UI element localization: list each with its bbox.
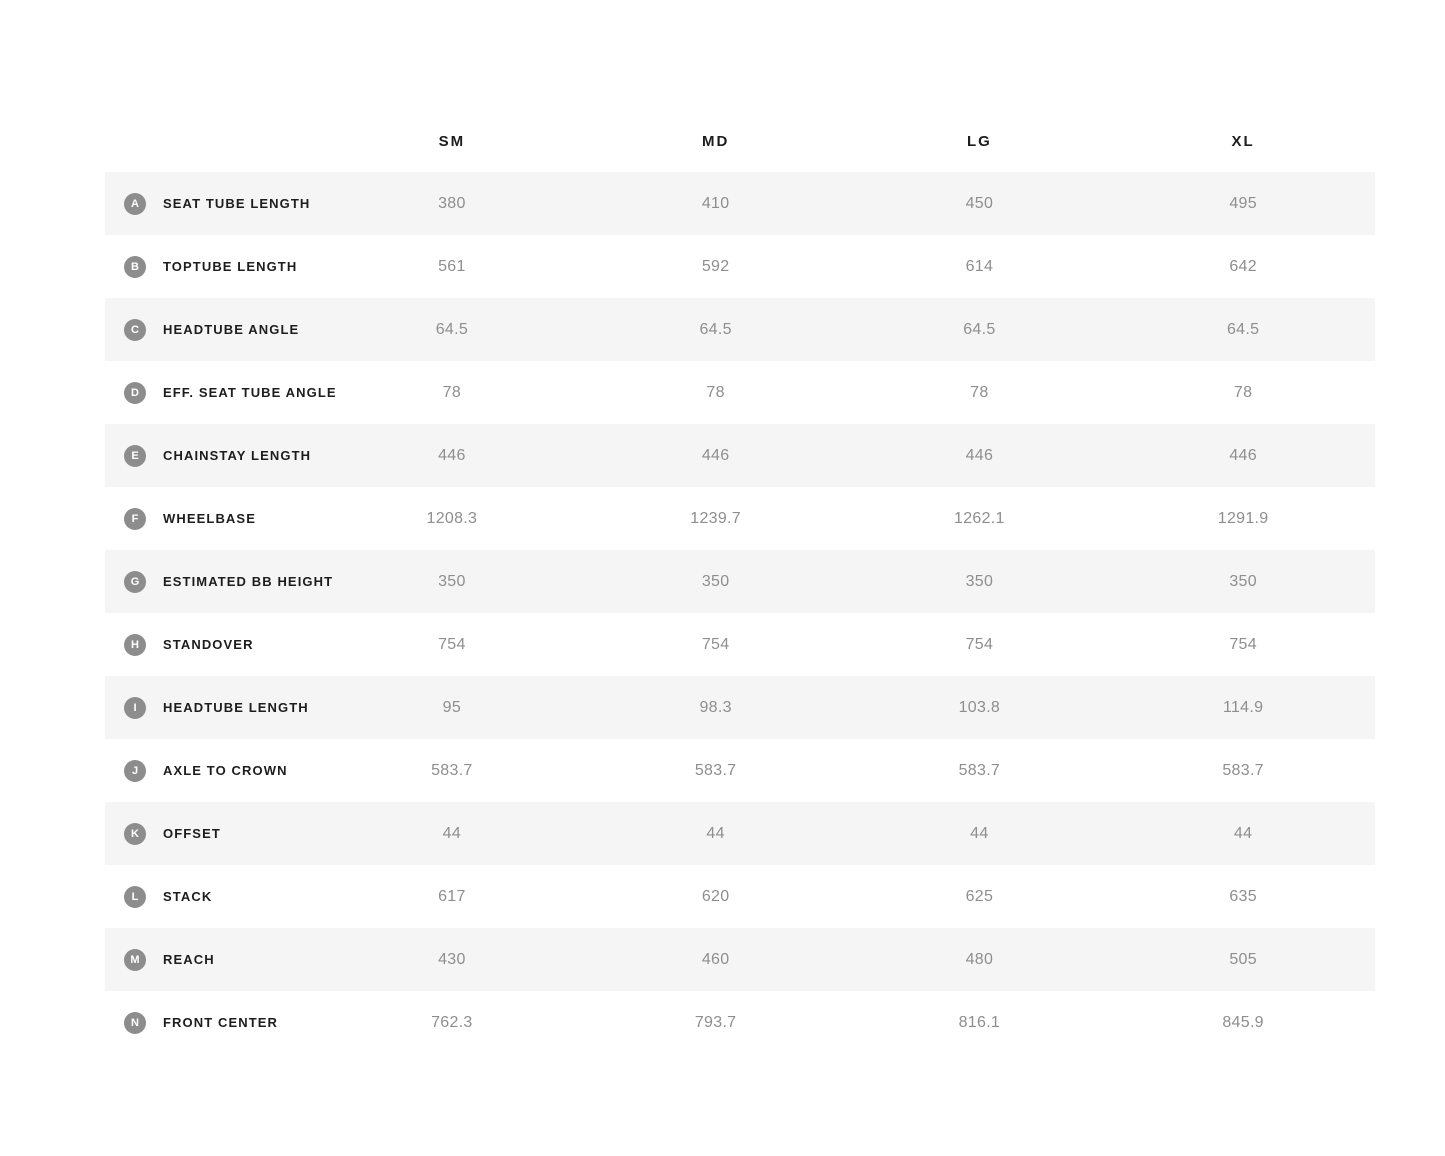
measurement-label: AXLE TO CROWN (163, 763, 288, 778)
row-letter-badge: H (124, 634, 146, 656)
measurement-label: STACK (163, 889, 213, 904)
row-letter-badge: C (124, 319, 146, 341)
value-md: 350 (701, 572, 730, 590)
table-row (105, 613, 1375, 676)
row-letter-badge: E (124, 445, 146, 467)
value-xl: 505 (1229, 950, 1257, 968)
measurement-label-cell (105, 382, 337, 404)
table-row (105, 172, 1375, 235)
row-letter-badge: L (124, 886, 146, 908)
value-xl: 495 (1229, 194, 1257, 212)
value-lg: 614 (965, 257, 994, 275)
row-letter-badge: I (124, 697, 146, 719)
measurement-label-cell (105, 193, 320, 215)
value-sm: 430 (438, 950, 466, 968)
table-row (105, 739, 1375, 802)
value-lg: 64.5 (963, 320, 996, 338)
value-xl: 635 (1229, 887, 1257, 905)
row-letter-badge: J (124, 760, 146, 782)
value-sm: 64.5 (435, 320, 469, 338)
value-xl: 845.9 (1222, 1013, 1264, 1031)
measurement-label-cell (105, 508, 320, 530)
value-lg: 754 (965, 635, 994, 653)
table-row (105, 550, 1375, 613)
table-row (105, 361, 1375, 424)
row-letter-badge: K (124, 823, 146, 845)
row-letter-badge: G (124, 571, 146, 593)
value-xl: 64.5 (1226, 320, 1260, 338)
measurement-label-cell (105, 949, 320, 971)
measurement-label: CHAINSTAY LENGTH (163, 448, 312, 463)
measurement-label: SEAT TUBE LENGTH (163, 196, 311, 211)
value-md: 446 (701, 446, 730, 464)
value-lg: 350 (965, 572, 994, 590)
size-column-md: MD (701, 132, 730, 150)
value-md: 98.3 (699, 698, 732, 716)
row-letter-badge: N (124, 1012, 146, 1034)
table-row (105, 928, 1375, 991)
value-sm: 583.7 (431, 761, 473, 779)
value-sm: 762.3 (431, 1013, 473, 1031)
geometry-table-body (105, 172, 1375, 1054)
value-sm: 1208.3 (426, 509, 478, 527)
value-sm: 561 (438, 257, 466, 275)
value-sm: 78 (442, 383, 462, 401)
value-md: 620 (701, 887, 730, 905)
value-lg: 583.7 (958, 761, 1001, 779)
measurement-label: STANDOVER (163, 637, 254, 652)
measurement-label-cell (105, 571, 334, 593)
row-letter-badge: D (124, 382, 146, 404)
geometry-table (105, 110, 1375, 1054)
measurement-label: TOPTUBE LENGTH (163, 259, 298, 274)
value-xl: 78 (1233, 383, 1253, 401)
table-row (105, 487, 1375, 550)
value-md: 64.5 (699, 320, 732, 338)
row-letter-badge: M (124, 949, 146, 971)
row-letter-badge: F (124, 508, 146, 530)
value-lg: 446 (965, 446, 994, 464)
table-row (105, 676, 1375, 739)
value-sm: 95 (442, 698, 462, 716)
value-xl: 642 (1229, 257, 1257, 275)
measurement-label: EFF. SEAT TUBE ANGLE (163, 385, 337, 400)
value-lg: 44 (970, 824, 989, 842)
measurement-label: HEADTUBE LENGTH (163, 700, 309, 715)
value-md: 1239.7 (690, 509, 741, 527)
value-xl: 446 (1229, 446, 1257, 464)
measurement-label-cell (105, 319, 320, 341)
row-letter-badge: B (124, 256, 146, 278)
value-xl: 350 (1229, 572, 1257, 590)
row-letter-badge: A (124, 193, 146, 215)
value-sm: 446 (438, 446, 466, 464)
measurement-label-cell (105, 697, 320, 719)
value-md: 793.7 (694, 1013, 737, 1031)
value-lg: 78 (970, 383, 989, 401)
table-row (105, 424, 1375, 487)
measurement-label: HEADTUBE ANGLE (163, 322, 300, 337)
value-md: 78 (706, 383, 725, 401)
value-lg: 816.1 (958, 1013, 1001, 1031)
table-row (105, 802, 1375, 865)
measurement-label: WHEELBASE (163, 511, 256, 526)
table-row (105, 991, 1375, 1054)
value-sm: 754 (438, 635, 466, 653)
measurement-label-cell (105, 256, 320, 278)
size-column-xl: XL (1231, 132, 1255, 150)
value-xl: 1291.9 (1217, 509, 1269, 527)
value-sm: 350 (438, 572, 466, 590)
measurement-label-cell (105, 445, 320, 467)
measurement-label: FRONT CENTER (163, 1015, 279, 1030)
table-row (105, 235, 1375, 298)
value-xl: 44 (1233, 824, 1253, 842)
value-lg: 450 (965, 194, 994, 212)
size-column-lg: LG (966, 132, 992, 150)
value-sm: 44 (442, 824, 462, 842)
measurement-label: ESTIMATED BB HEIGHT (163, 574, 334, 589)
value-lg: 103.8 (958, 698, 1001, 716)
value-lg: 480 (965, 950, 994, 968)
value-md: 592 (701, 257, 730, 275)
value-xl: 583.7 (1222, 761, 1264, 779)
value-md: 754 (701, 635, 730, 653)
measurement-label-cell (105, 634, 320, 656)
value-md: 460 (701, 950, 730, 968)
measurement-label: OFFSET (163, 826, 221, 841)
measurement-label-cell (105, 1012, 320, 1034)
measurement-label-cell (105, 760, 320, 782)
table-row (105, 298, 1375, 361)
value-lg: 1262.1 (954, 509, 1005, 527)
value-xl: 754 (1229, 635, 1257, 653)
value-sm: 380 (438, 194, 466, 212)
size-header-row (105, 110, 1375, 172)
size-column-sm: SM (438, 132, 466, 150)
measurement-label-cell (105, 823, 320, 845)
value-lg: 625 (965, 887, 994, 905)
value-md: 44 (706, 824, 725, 842)
table-row (105, 865, 1375, 928)
value-md: 583.7 (694, 761, 737, 779)
measurement-label-cell (105, 886, 320, 908)
value-xl: 114.9 (1222, 698, 1264, 716)
measurement-label: REACH (163, 952, 215, 967)
value-sm: 617 (438, 887, 466, 905)
value-md: 410 (701, 194, 730, 212)
